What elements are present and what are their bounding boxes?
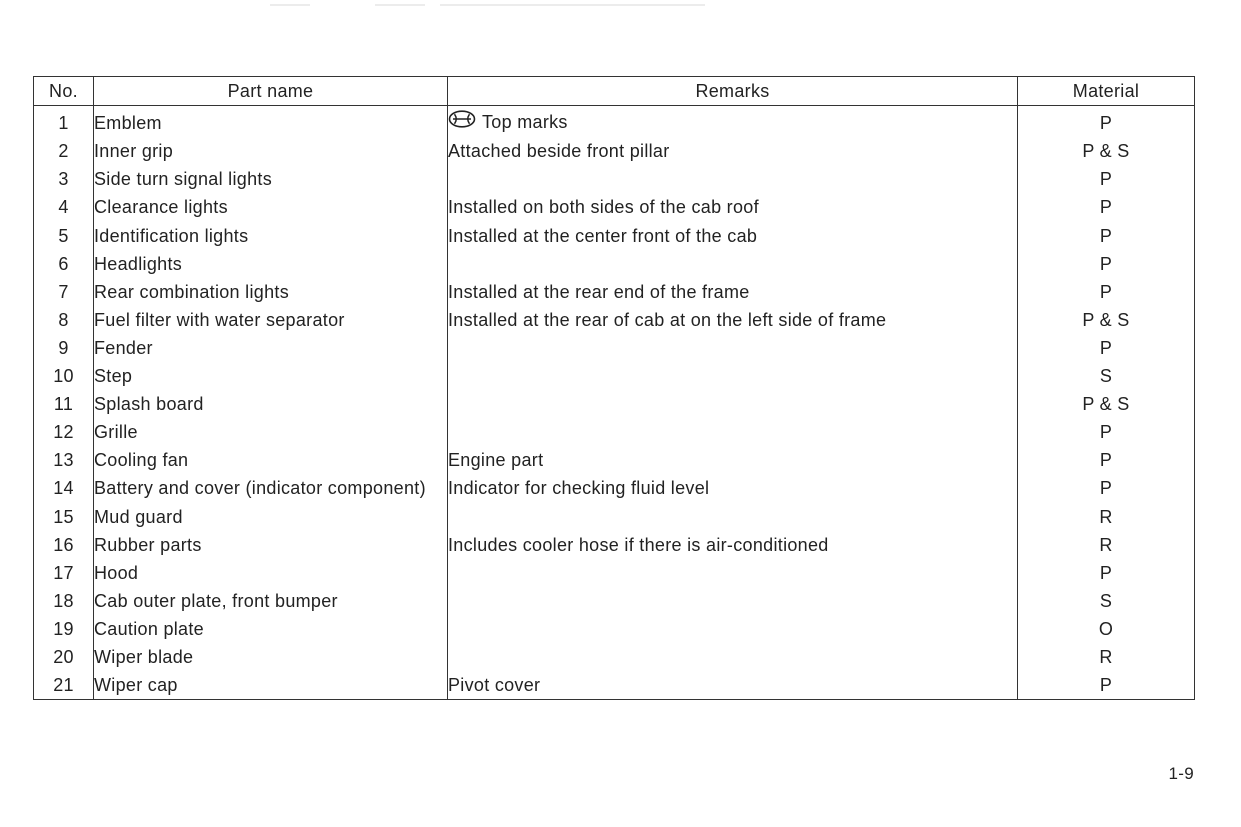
part-name-cell — [94, 587, 448, 615]
row-number-cell — [34, 193, 94, 221]
part-name-cell — [94, 362, 448, 390]
material-cell-text: R — [1099, 646, 1113, 667]
material-cell — [1018, 390, 1195, 418]
part-name-cell-text: Rear combination lights — [94, 281, 289, 302]
material-cell — [1018, 615, 1195, 643]
row-number-cell-text: 15 — [53, 506, 74, 527]
material-cell-text: P — [1099, 478, 1113, 499]
part-name-cell-text: Grille — [94, 422, 138, 443]
part-name-cell-text: Fender — [94, 337, 153, 358]
material-cell — [1018, 643, 1195, 671]
part-name-cell — [94, 165, 448, 193]
row-number-cell — [34, 222, 94, 250]
table-row — [34, 643, 1195, 671]
remarks-cell — [448, 418, 1018, 446]
material-cell-text: P — [1099, 197, 1113, 218]
row-number-cell — [34, 559, 94, 587]
material-cell-text: P — [1099, 422, 1113, 443]
remarks-cell — [448, 362, 1018, 390]
material-cell-text: P & S — [1082, 394, 1130, 415]
row-number-cell-text: 2 — [58, 141, 69, 162]
row-number-cell-text: 6 — [58, 253, 69, 274]
table-body — [34, 106, 1195, 700]
material-cell-text: P & S — [1082, 141, 1130, 162]
table-row — [34, 559, 1195, 587]
remarks-cell — [448, 531, 1018, 559]
material-cell — [1018, 278, 1195, 306]
material-cell — [1018, 306, 1195, 334]
part-name-cell-text: Step — [94, 366, 133, 387]
page-number: 1-9 — [1168, 764, 1194, 783]
row-number-cell — [34, 278, 94, 306]
row-number-cell — [34, 531, 94, 559]
remarks-cell — [448, 474, 1018, 502]
remarks-cell — [448, 278, 1018, 306]
row-number-cell-text: 14 — [53, 478, 74, 499]
part-name-cell — [94, 531, 448, 559]
remarks-cell-text: Engine part — [448, 450, 544, 471]
row-number-cell-text: 11 — [53, 394, 74, 415]
header-rule-faint — [440, 4, 705, 6]
remarks-cell — [448, 137, 1018, 165]
column-header-part-name: Part name — [94, 77, 448, 106]
table-row — [34, 222, 1195, 250]
row-number-cell — [34, 474, 94, 502]
remarks-cell-text: Indicator for checking fluid level — [448, 478, 710, 499]
row-number-cell — [34, 362, 94, 390]
material-cell-text: P — [1099, 675, 1113, 696]
material-cell — [1018, 418, 1195, 446]
part-name-cell-text: Identification lights — [94, 225, 249, 246]
part-name-cell-text: Splash board — [94, 394, 204, 415]
part-name-cell-text: Wiper cap — [94, 675, 178, 696]
row-number-cell — [34, 106, 94, 138]
part-name-cell — [94, 306, 448, 334]
remarks-cell — [448, 559, 1018, 587]
table-row — [34, 446, 1195, 474]
row-number-cell-text: 7 — [58, 281, 69, 302]
material-cell — [1018, 671, 1195, 700]
table-row — [34, 502, 1195, 530]
part-name-cell — [94, 250, 448, 278]
material-cell-text: R — [1099, 506, 1113, 527]
material-cell — [1018, 165, 1195, 193]
row-number-cell-text: 8 — [58, 309, 69, 330]
row-number-cell-text: 1 — [58, 112, 69, 133]
part-name-cell-text: Hood — [94, 562, 139, 583]
part-name-cell-text: Wiper blade — [94, 646, 194, 667]
row-number-cell-text: 17 — [53, 562, 74, 583]
column-header-remarks: Remarks — [448, 77, 1018, 106]
material-cell — [1018, 474, 1195, 502]
part-name-cell-text: Mud guard — [94, 506, 183, 527]
material-cell — [1018, 587, 1195, 615]
material-cell-text: P — [1099, 253, 1113, 274]
part-name-cell-text: Emblem — [94, 112, 162, 133]
material-cell-text: P — [1099, 562, 1113, 583]
table-row — [34, 278, 1195, 306]
row-number-cell-text: 3 — [58, 169, 69, 190]
material-cell-text: P — [1099, 450, 1113, 471]
table-row — [34, 615, 1195, 643]
table-row — [34, 137, 1195, 165]
row-number-cell — [34, 418, 94, 446]
remarks-cell-text: Installed on both sides of the cab roof — [448, 197, 759, 218]
part-name-cell-text: Headlights — [94, 253, 183, 274]
remarks-cell — [448, 390, 1018, 418]
row-number-cell — [34, 587, 94, 615]
column-header-no: No. — [34, 77, 94, 106]
material-cell-text: P & S — [1082, 309, 1130, 330]
part-name-cell — [94, 615, 448, 643]
part-name-cell — [94, 222, 448, 250]
remarks-cell — [448, 106, 1018, 138]
part-name-cell — [94, 671, 448, 700]
part-name-cell-text: Inner grip — [94, 141, 174, 162]
remarks-cell-text: Installed at the rear end of the frame — [448, 281, 750, 302]
remarks-cell-text: Attached beside front pillar — [448, 141, 670, 162]
material-cell — [1018, 502, 1195, 530]
row-number-cell — [34, 502, 94, 530]
table-row — [34, 250, 1195, 278]
row-number-cell — [34, 306, 94, 334]
row-number-cell-text: 20 — [53, 646, 74, 667]
part-name-cell — [94, 559, 448, 587]
remarks-cell — [448, 250, 1018, 278]
material-cell — [1018, 362, 1195, 390]
part-name-cell — [94, 137, 448, 165]
remarks-cell — [448, 165, 1018, 193]
row-number-cell — [34, 250, 94, 278]
header-row — [34, 77, 1195, 106]
table-row — [34, 418, 1195, 446]
row-number-cell — [34, 137, 94, 165]
part-name-cell-text: Side turn signal lights — [94, 169, 272, 190]
part-name-cell — [94, 446, 448, 474]
hino-logo-icon — [448, 108, 476, 136]
remarks-cell — [448, 193, 1018, 221]
header-rule-faint — [375, 4, 425, 6]
material-cell-text: P — [1099, 225, 1113, 246]
header-rule-faint — [270, 4, 310, 6]
material-cell — [1018, 193, 1195, 221]
material-cell — [1018, 250, 1195, 278]
remarks-cell — [448, 306, 1018, 334]
material-cell — [1018, 334, 1195, 362]
material-cell — [1018, 137, 1195, 165]
part-name-cell-text: Battery and cover (indicator component) — [94, 478, 426, 499]
remarks-cell — [448, 222, 1018, 250]
parts-table — [33, 76, 1195, 700]
row-number-cell — [34, 446, 94, 474]
row-number-cell — [34, 334, 94, 362]
remarks-cell — [448, 502, 1018, 530]
remarks-cell-text: Pivot cover — [448, 675, 541, 696]
part-name-cell — [94, 278, 448, 306]
part-name-cell — [94, 390, 448, 418]
table-row — [34, 671, 1195, 700]
part-name-cell — [94, 643, 448, 671]
table-row — [34, 334, 1195, 362]
material-cell-text: S — [1099, 366, 1113, 387]
row-number-cell-text: 12 — [53, 422, 74, 443]
material-cell-text: S — [1099, 590, 1113, 611]
material-cell-text: O — [1098, 618, 1114, 639]
table-row — [34, 306, 1195, 334]
remarks-cell-text: Top marks — [482, 112, 568, 132]
row-number-cell-text: 19 — [53, 618, 74, 639]
material-cell-text: R — [1099, 534, 1113, 555]
table-row — [34, 531, 1195, 559]
material-cell-text: P — [1099, 112, 1113, 133]
remarks-cell — [448, 615, 1018, 643]
table-row — [34, 193, 1195, 221]
remarks-cell — [448, 671, 1018, 700]
material-cell — [1018, 559, 1195, 587]
part-name-cell-text: Rubber parts — [94, 534, 202, 555]
remarks-cell-text: Installed at the center front of the cab — [448, 225, 758, 246]
table-row — [34, 106, 1195, 138]
part-name-cell-text: Fuel filter with water separator — [94, 309, 345, 330]
remarks-cell — [448, 446, 1018, 474]
part-name-cell-text: Cab outer plate, front bumper — [94, 590, 338, 611]
part-name-cell-text: Clearance lights — [94, 197, 228, 218]
remarks-cell — [448, 334, 1018, 362]
row-number-cell — [34, 643, 94, 671]
part-name-cell — [94, 193, 448, 221]
part-name-cell — [94, 418, 448, 446]
row-number-cell — [34, 390, 94, 418]
material-cell — [1018, 106, 1195, 138]
row-number-cell — [34, 671, 94, 700]
remarks-cell-text: Installed at the rear of cab at on the left side of frame — [448, 309, 887, 330]
row-number-cell-text: 21 — [53, 675, 74, 696]
row-number-cell — [34, 615, 94, 643]
row-number-cell-text: 18 — [53, 590, 74, 611]
row-number-cell — [34, 165, 94, 193]
row-number-cell-text: 16 — [53, 534, 74, 555]
material-cell — [1018, 446, 1195, 474]
remarks-cell-text: Includes cooler hose if there is air-conditioned — [448, 534, 829, 555]
row-number-cell-text: 13 — [53, 450, 74, 471]
table-row — [34, 474, 1195, 502]
remarks-cell — [448, 587, 1018, 615]
row-number-cell-text: 5 — [58, 225, 69, 246]
material-cell — [1018, 531, 1195, 559]
table-row — [34, 362, 1195, 390]
part-name-cell — [94, 502, 448, 530]
material-cell-text: P — [1099, 281, 1113, 302]
part-name-cell-text: Caution plate — [94, 618, 204, 639]
material-cell-text: P — [1099, 169, 1113, 190]
table-row — [34, 390, 1195, 418]
column-header-material: Material — [1018, 77, 1195, 106]
row-number-cell-text: 10 — [53, 366, 74, 387]
material-cell-text: P — [1099, 337, 1113, 358]
row-number-cell-text: 9 — [58, 337, 69, 358]
table-row — [34, 587, 1195, 615]
part-name-cell — [94, 334, 448, 362]
part-name-cell-text: Cooling fan — [94, 450, 189, 471]
table-row — [34, 165, 1195, 193]
part-name-cell — [94, 474, 448, 502]
table-header — [34, 77, 1195, 106]
material-cell — [1018, 222, 1195, 250]
row-number-cell-text: 4 — [58, 197, 69, 218]
remarks-cell — [448, 643, 1018, 671]
part-name-cell — [94, 106, 448, 138]
